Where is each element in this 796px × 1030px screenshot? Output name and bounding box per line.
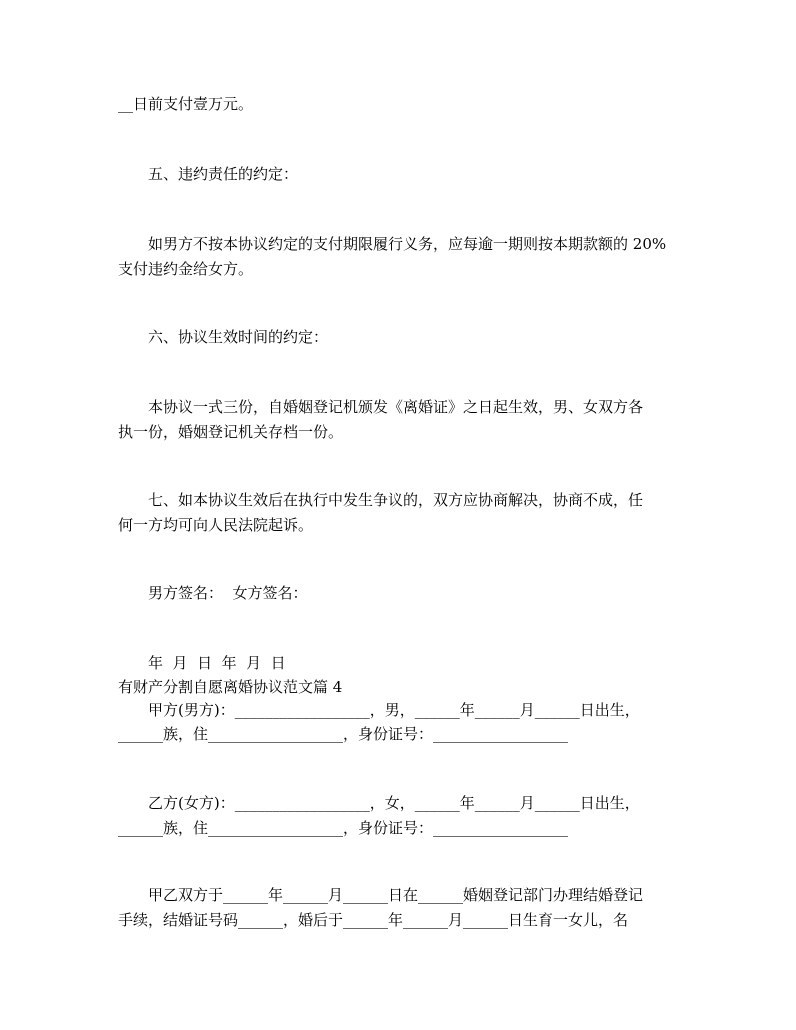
marriage-paragraph-line-1: 甲乙双方于______年______月______日在______婚姻登记部门办理结婚登记 [148,886,644,904]
document-title: 有财产分割自愿离婚协议范文篇 4 [118,678,343,696]
party-b-line-1: 乙方(女方)：__________________，女，______年______月______日出生， [148,794,640,812]
party-b-line-2: ______族，住__________________，身份证号：__________________ [118,819,569,837]
party-a-line-2: ______族，住__________________，身份证号：__________________ [118,725,569,743]
marriage-paragraph-line-2: 手续，结婚证号码______，婚后于______年______月______日生育一女儿，名 [118,911,629,929]
paragraph-effective-line-2: 执一份，婚姻登记机关存档一份。 [118,423,344,441]
paragraph-dispute-line-2: 何一方均可向人民法院起诉。 [118,516,314,534]
paragraph-breach-line-2: 支付违约金给女方。 [118,260,254,278]
text-line-payment: __日前支付壹万元。 [118,95,254,113]
section-heading-effective: 六、协议生效时间的约定： [148,328,329,346]
paragraph-breach-line-1: 如男方不按本协议约定的支付期限履行义务，应每逾一期则按本期款额的 20% [148,235,667,253]
signature-line: 男方签名： 女方签名： [148,584,308,602]
paragraph-effective-line-1: 本协议一式三份，自婚姻登记机颁发《离婚证》之日起生效，男、女双方各 [148,398,644,416]
section-heading-breach: 五、违约责任的约定： [148,165,299,183]
date-line: 年 月 日 年 月 日 [148,654,286,672]
party-a-line-1: 甲方(男方)：__________________，男，______年______月______日出生， [148,701,640,719]
paragraph-dispute-line-1: 七、如本协议生效后在执行中发生争议的，双方应协商解决，协商不成，任 [148,491,644,509]
